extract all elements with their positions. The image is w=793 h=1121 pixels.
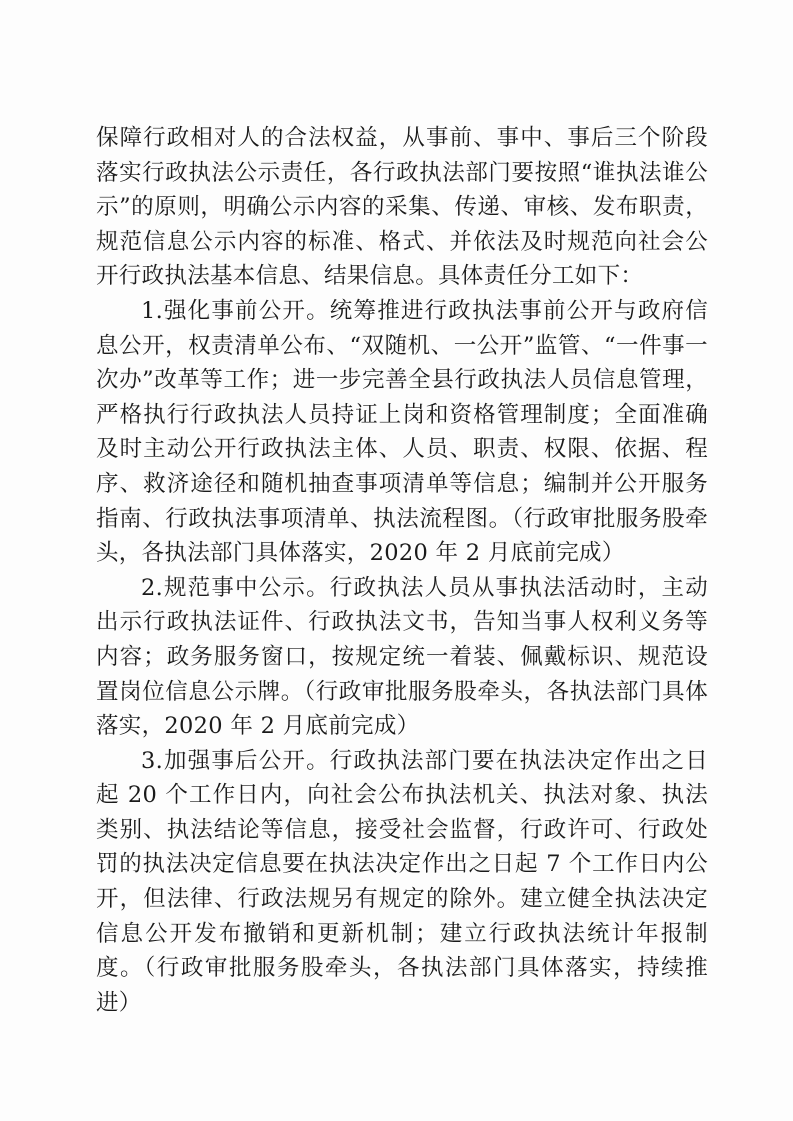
document-body: [96, 121, 708, 1020]
paragraph-intro: 保障行政相对人的合法权益，从事前、事中、事后三个阶段落实行政执法公示责任，各行政执法部门要按照“谁执法谁公示”的原则，明确公示内容的采集、传递、审核、发布职责，规范信息公示内容的标准、格式、并依法及时规范向社会公开行政执法基本信息、结果信息。具体责任分工如下：: [96, 125, 708, 290]
paragraph-item-2: 2.规范事中公示。行政执法人员从事执法活动时，主动出示行政执法证件、行政执法文书，告知当事人权利义务等内容；政务服务窗口，按规定统一着装、佩戴标识、规范设置岗位信息公示牌。（行政审批服务股牵头，各执法部门具体落实，2020 年 2 月底前完成）: [96, 574, 708, 740]
paragraph-item-3: 3.加强事后公开。行政执法部门要在执法决定作出之日起 20 个工作日内，向社会公布执法机关、执法对象、执法类别、执法结论等信息，接受社会监督，行政许可、行政处罚的执法决定信息要在执法决定作出之日起 7 个工作日内公开，但法律、行政法规另有规定的除外。建立健全执法决定信息公开发布撤销和更新机制；建立行政执法统计年报制度。（行政审批服务股牵头，各执法部门具体落实，持续推进）: [96, 747, 708, 1016]
paragraph-item-1: 1.强化事前公开。统筹推进行政执法事前公开与政府信息公开，权责清单公布、“双随机、一公开”监管、“一件事一次办”改革等工作；进一步完善全县行政执法人员信息管理，严格执行行政执法人员持证上岗和资格管理制度；全面准确及时主动公开行政执法主体、人员、职责、权限、依据、程序、救济途径和随机抽查事项清单等信息；编制并公开服务指南、行政执法事项清单、执法流程图。（行政审批服务股牵头，各执法部门具体落实，2020 年 2 月底前完成）: [96, 297, 708, 567]
